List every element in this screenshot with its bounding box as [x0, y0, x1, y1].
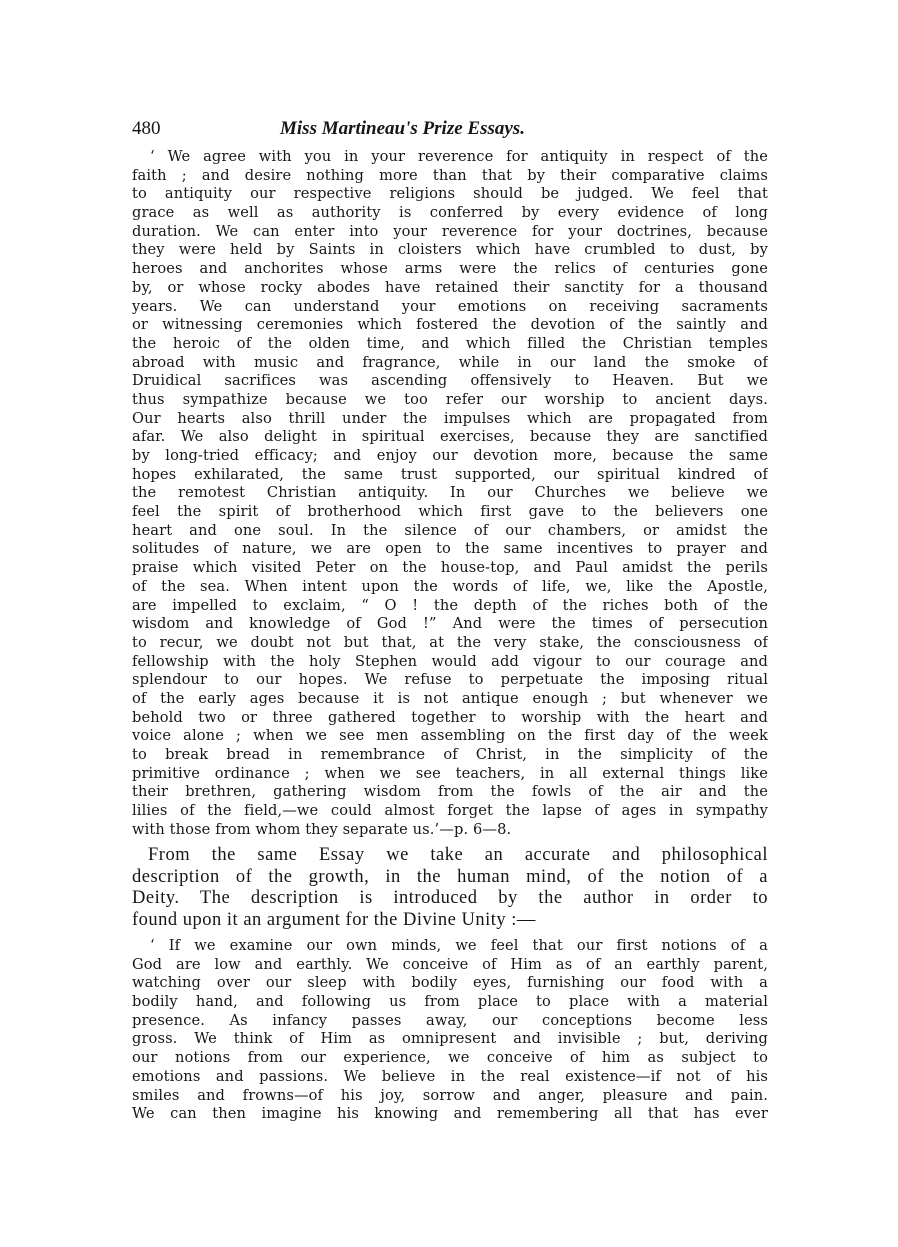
text-line: Our hearts also thrill under the impulses which are propagated from — [132, 409, 768, 427]
text-line: to antiquity our respective religions should be judged. We feel that — [132, 185, 768, 203]
text-line: presence. As infancy passes away, our conceptions become less — [132, 1011, 768, 1029]
text-line: primitive ordinance ; when we see teachers, in all external things like — [132, 764, 768, 782]
running-title: Miss Martineau's Prize Essays. — [280, 118, 525, 139]
page-number: 480 — [132, 118, 161, 139]
text-line: praise which visited Peter on the house-top, and Paul amidst the perils — [132, 559, 768, 577]
quoted-passage-antiquity — [132, 148, 768, 839]
text-line: our notions from our experience, we conceive of him as subject to — [132, 1049, 768, 1067]
text-line: hopes exhilarated, the same trust supported, our spiritual kindred of — [132, 465, 768, 483]
text-line: they were held by Saints in cloisters which have crumbled to dust, by — [132, 241, 768, 259]
text-line: grace as well as authority is conferred by every evidence of long — [132, 204, 768, 222]
quoted-passage-deity — [132, 937, 768, 1124]
text-line: or witnessing ceremonies which fostered the devotion of the saintly and — [132, 316, 768, 334]
text-line: We can then imagine his knowing and remembering all that has ever — [132, 1105, 768, 1123]
text-line: duration. We can enter into your reverence for your doctrines, because — [132, 222, 768, 240]
text-line: ‘ We agree with you in your reverence for antiquity in respect of the — [150, 148, 768, 165]
text-line: behold two or three gathered together to worship with the heart and — [132, 708, 768, 726]
text-line: fellowship with the holy Stephen would add vigour to our courage and — [132, 652, 768, 670]
text-line: emotions and passions. We believe in the real existence—if not of his — [132, 1067, 768, 1085]
text-line: solitudes of nature, we are open to the same incentives to prayer and — [132, 540, 768, 558]
text-line: of the early ages because it is not antique enough ; but whenever we — [132, 689, 768, 707]
text-line: lilies of the field,—we could almost forget the lapse of ages in sympathy — [132, 802, 768, 820]
text-line: splendour to our hopes. We refuse to perpetuate the imposing ritual — [132, 671, 768, 689]
text-line: years. We can understand your emotions on receiving sacraments — [132, 297, 768, 315]
text-line: wisdom and knowledge of God !” And were the times of persecution — [132, 615, 768, 633]
text-line: heart and one soul. In the silence of our chambers, or amidst the — [132, 521, 768, 539]
text-line: feel the spirit of brotherhood which first gave to the believers one — [132, 503, 768, 521]
text-line: afar. We also delight in spiritual exercises, because they are sanctified — [132, 428, 768, 446]
text-line: their brethren, gathering wisdom from the fowls of the air and the — [132, 783, 768, 801]
text-line: faith ; and desire nothing more than that by their comparative claims — [132, 166, 768, 184]
text-line: Deity. The description is introduced by the author in order to — [132, 888, 768, 909]
text-line: smiles and frowns—of his joy, sorrow and anger, pleasure and pain. — [132, 1086, 768, 1104]
text-line: the remotest Christian antiquity. In our Churches we believe we — [132, 484, 768, 502]
text-line: to break bread in remembrance of Christ, in the simplicity of the — [132, 746, 768, 763]
text-line: Druidical sacrifices was ascending offensively to Heaven. But we — [132, 372, 768, 390]
text-line: of the sea. When intent upon the words of life, we, like the Apostle, — [132, 577, 768, 595]
text-line: with those from whom they separate us.’—p. 6—8. — [132, 820, 512, 838]
text-line: God are low and earthly. We conceive of Him as of an earthly parent, — [132, 955, 768, 973]
text-line: gross. We think of Him as omnipresent and invisible ; but, deriving — [132, 1030, 768, 1048]
text-line: by, or whose rocky abodes have retained their sanctity for a thousand — [132, 278, 768, 296]
text-line: by long-tried efficacy; and enjoy our devotion more, because the same — [132, 447, 768, 464]
text-line: found upon it an argument for the Divine Unity :— — [132, 909, 536, 930]
editorial-paragraph — [132, 845, 768, 931]
text-line: heroes and anchorites whose arms were the relics of centuries gone — [132, 260, 768, 278]
text-line: voice alone ; when we see men assembling on the first day of the week — [132, 727, 768, 745]
text-line: are impelled to exclaim, “ O ! the depth of the riches both of the — [132, 596, 768, 614]
text-line: to recur, we doubt not but that, at the very stake, the consciousness of — [132, 633, 768, 651]
text-line: thus sympathize because we too refer our worship to ancient days. — [132, 390, 768, 408]
text-line: From the same Essay we take an accurate and philosophical — [148, 845, 768, 865]
text-line: abroad with music and fragrance, while in our land the smoke of — [132, 353, 768, 371]
text-line: watching over our sleep with bodily eyes, furnishing our food with a — [132, 974, 768, 992]
text-line: description of the growth, in the human mind, of the notion of a — [132, 866, 768, 887]
text-line: bodily hand, and following us from place to place with a material — [132, 993, 768, 1011]
running-header — [132, 118, 768, 142]
text-line: the heroic of the olden time, and which filled the Christian temples — [132, 334, 768, 352]
text-line: ‘ If we examine our own minds, we feel that our first notions of a — [150, 937, 768, 954]
